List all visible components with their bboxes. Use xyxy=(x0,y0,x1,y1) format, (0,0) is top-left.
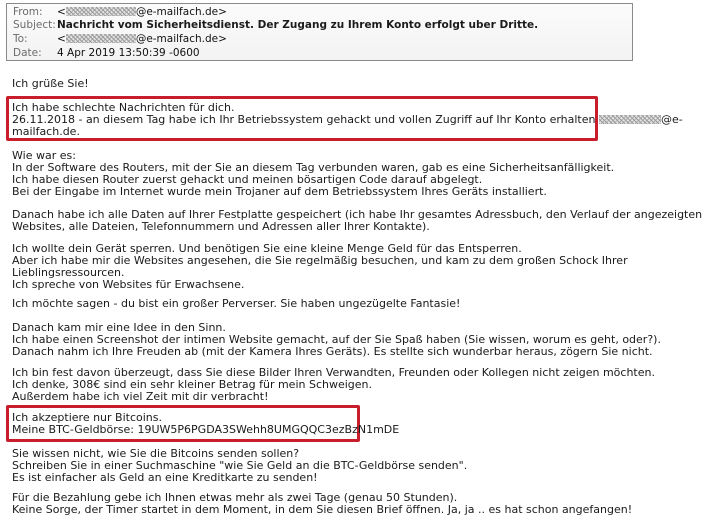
date-value: 4 Apr 2019 13:50:39 -0600 xyxy=(57,47,200,59)
paragraph-pervert: Ich möchte sagen - du bist ein großer Perverser. Sie haben ungezügelte Fantasie! xyxy=(12,297,461,310)
date-row xyxy=(13,47,200,60)
email-header xyxy=(6,3,633,61)
from-value[interactable]: < @e-mailfach.de> xyxy=(57,6,227,18)
date-label: Date: xyxy=(13,47,42,59)
paragraph-idea: Danach kam mir eine Idee in den Sinn. Ich habe einen Screenshot der intimen Website gemacht, auf der Sie Spaß haben (Sie wissen, worum es geht, oder?). Danach nahm ich Ihre Freuden ab (mit der Kamera Ihres Geräts). Es stellte sich wunderbar heraus, zögern Sie nicht. xyxy=(12,321,661,358)
redacted-address xyxy=(66,34,136,43)
btc-wallet-address[interactable]: Meine BTC-Geldbörse: 19UW5P6PGDA3SWehh8UMGQQC3ezBzN1mDE xyxy=(12,423,400,436)
paragraph-convinced: Ich bin fest davon überzeugt, dass Sie diese Bilder Ihren Verwandten, Freunden oder Kollegen nicht zeigen möchten. Ich denke, 308€ sind ein sehr kleiner Betrag für mein Schweigen. Außerdem habe ich viel Zeit mit dir verbracht! xyxy=(12,366,655,403)
to-label: To: xyxy=(13,33,28,45)
paragraph-data: Danach habe ich alle Daten auf Ihrer Festplatte gespeichert (ich habe Ihr gesamtes Adressbuch, den Verlauf der angezeigten Websites, alle Dateien, Telefonnummern und Adressen aller Ihrer Kontakte). xyxy=(12,208,702,233)
greeting: Ich grüße Sie! xyxy=(12,77,89,90)
subject-label: Subject: xyxy=(13,19,56,31)
subject-row xyxy=(13,19,538,32)
paragraph-hack-notice: Ich habe schlechte Nachrichten für dich. 26.11.2018 - an diesem Tag habe ich Ihr Betriebssystem gehackt und vollen Zugriff auf Ihr Konto erhalten @e- mailfach.de. xyxy=(12,101,683,138)
paragraph-how: Wie war es: In der Software des Routers, mit der Sie an diesem Tag verbunden waren, gab es eine Sicherheitsanfälligkeit. Ich habe diesen Router zuerst gehackt und meinen bösartigen Code darauf abgelegt. Bei der Eingabe im Internet wurde mein Trojaner auf dem Betriebssystem Ihres Geräts installiert. xyxy=(12,149,615,198)
subject-value: Nachricht vom Sicherheitsdienst. Der Zugang zu Ihrem Konto erfolgt uber Dritte. xyxy=(57,19,539,31)
paragraph-lock: Ich wollte dein Gerät sperren. Und benötigen Sie eine kleine Menge Geld für das Entsperren. Aber ich habe mir die Websites angesehen, die Sie regelmäßig besuchen, und kam zu dem großen Schock Ihrer Lieblingsressourcen. Ich spreche von Websites für Erwachsene. xyxy=(12,242,628,291)
paragraph-bitcoin: Ich akzeptiere nur Bitcoins. Meine BTC-Geldbörse: 19UW5P6PGDA3SWehh8UMGQQC3ezBzN1mDE xyxy=(12,412,624,436)
to-row xyxy=(13,33,227,46)
to-value[interactable]: < @e-mailfach.de> xyxy=(57,33,227,45)
redacted-address xyxy=(66,7,136,16)
redacted-address xyxy=(599,115,661,124)
paragraph-how-to-send: Sie wissen nicht, wie Sie die Bitcoins senden sollen? Schreiben Sie in einer Suchmaschine "wie Sie Geld an die BTC-Geldbörse senden". Es ist einfacher als Geld an eine Kreditkarte zu senden! xyxy=(12,447,468,484)
from-label: From: xyxy=(13,6,43,18)
paragraph-deadline: Für die Bezahlung gebe ich Ihnen etwas mehr als zwei Tage (genau 50 Stunden). Keine Sorge, der Timer startet in dem Moment, in dem Sie diesen Brief öffnen. Ja, ja .. es hat schon angefangen! xyxy=(12,491,633,516)
from-row xyxy=(13,6,227,19)
